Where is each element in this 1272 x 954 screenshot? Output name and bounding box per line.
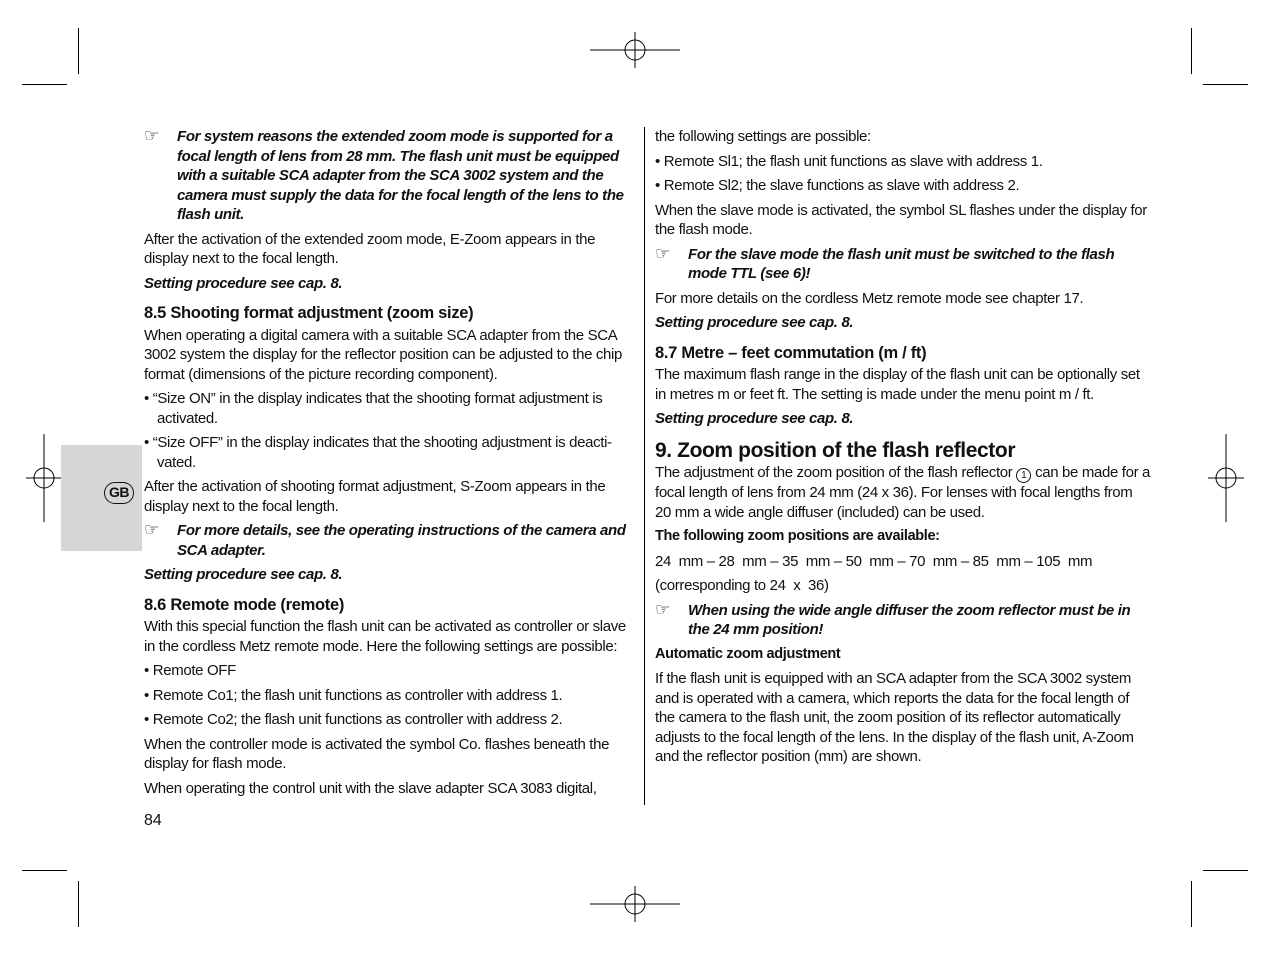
crop-mark [1203,870,1248,871]
page-number: 84 [144,812,162,829]
registration-mark-right-icon [1206,432,1246,524]
heading-automatic-zoom: Automatic zoom adjustment [655,645,841,662]
paragraph-remote-details: For more details on the cordless Metz remote mode see chapter 17. [655,289,1084,307]
paragraph-following-settings: the following settings are possible: [655,128,871,145]
heading-8-5: 8.5 Shooting format adjustment (zoom size) [144,304,474,322]
pointing-hand-icon: ☞ [655,243,670,263]
setting-procedure-ref: Setting procedure see cap. 8. [655,314,854,331]
bullet-remote-co2: • Remote Co2; the flash unit functions as controller with address 2. [144,711,563,728]
note-slave-ttl: ☞ For the slave mode the flash unit must be switched to the flash mode TTL (see 6)! [655,243,1115,282]
zoom-corresponding: (corresponding to 24 x 36) [655,577,829,594]
bullet-remote-off: • Remote OFF [144,662,236,679]
pointing-hand-icon: ☞ [144,126,159,145]
note-wide-angle: ☞ When using the wide angle diffuser the zoom reflector must be in the 24 mm position! [655,599,1131,638]
crop-mark [22,84,67,85]
crop-mark [78,881,79,927]
setting-procedure-ref: Setting procedure see cap. 8. [144,566,343,583]
crop-mark [1191,881,1192,927]
paragraph-sca3083: When operating the control unit with the slave adapter SCA 3083 digital, [144,779,597,797]
note-more-details: ☞ For more details, see the operating instructions of the camera and SCA adapter. [144,520,626,559]
paragraph-ezoom: After the activation of the extended zoom mode, E-Zoom appears in the display next to the focal length. [144,230,596,267]
bullet-remote-sl1: • Remote Sl1; the flash unit functions as slave with address 1. [655,152,1043,170]
heading-8-7: 8.7 Metre – feet commutation (m / ft) [655,343,927,362]
language-tab-label: GB [104,482,134,504]
pointing-hand-icon: ☞ [655,599,670,619]
crop-mark [22,870,67,871]
zoom-positions-list: 24 mm – 28 mm – 35 mm – 50 mm – 70 mm – 85 mm – 105 mm [655,552,1093,570]
note-extended-zoom: ☞ For system reasons the extended zoom mode is supported for a focal length of lens from 28 mm. The flash unit must be equipped with a suitable SCA adapter from the SCA 3002 system and the camera must supply the data for the focal length of the lens to the flash unit. [144,126,624,223]
registration-mark-left-icon [24,432,64,524]
paragraph-8-7: The maximum flash range in the display of the flash unit can be optionally set in metres m or feet ft. The setting is made under the menu point m / ft. [655,366,1140,403]
heading-8-6: 8.6 Remote mode (remote) [144,595,345,614]
bullet-remote-co1: • Remote Co1; the flash unit functions as controller with address 1. [144,686,563,704]
paragraph-9: The adjustment of the zoom position of the flash reflector 1 can be made for a focal length of lens from 24 mm (24 x 36). For lenses with focal lengths from 20 mm a wide angle diffuser (included) can be used. [655,464,1151,521]
left-column [144,127,638,803]
paragraph-automatic-zoom: If the flash unit is equipped with an SCA adapter from the SCA 3002 system and is operated with a camera, which reports the data for the focal length of the camera to the flash unit, the zoom position of its reflector automatically adjusts to the focal length of the lens. In the display of the flash unit, A-Zoom and the reflector position (mm) are shown. [655,670,1134,765]
right-column [655,127,1151,772]
paragraph-controller-mode: When the controller mode is activated the symbol Co. flashes beneath the display for flash mode. [144,735,610,772]
registration-mark-bottom-icon [588,878,682,930]
setting-procedure-ref: Setting procedure see cap. 8. [144,274,343,292]
paragraph-szoom: After the activation of shooting format adjustment, S-Zoom appears in the display next to the focal length. [144,478,606,515]
crop-mark [78,28,79,74]
paragraph-slave-mode: When the slave mode is activated, the symbol SL flashes under the display for the flash mode. [655,201,1147,238]
paragraph-8-6: With this special function the flash unit can be activated as controller or slave in the cordless Metz remote mode. Here the following settings are possible: [144,618,626,655]
zoom-positions-heading: The following zoom positions are available: [655,528,940,544]
setting-procedure-ref: Setting procedure see cap. 8. [655,410,854,427]
bullet-remote-sl2: • Remote Sl2; the slave functions as slave with address 2. [655,177,1020,194]
callout-number-icon: 1 [1016,468,1031,483]
heading-9: 9. Zoom position of the flash reflector [655,438,1016,462]
crop-mark [1191,28,1192,74]
column-divider [644,127,645,805]
registration-mark-top-icon [588,24,682,76]
crop-mark [1203,84,1248,85]
paragraph-8-5: When operating a digital camera with a suitable SCA adapter from the SCA 3002 system the display for the reflector position can be adjusted to the chip format (dimensions of the picture recording component). [144,326,622,383]
bullet-size-on: • “Size ON” in the display indicates that the shooting format adjustment is activated. [144,390,603,427]
bullet-size-off: • “Size OFF” in the display indicates that the shooting adjustment is deacti-vated. [144,434,612,471]
pointing-hand-icon: ☞ [144,520,159,539]
